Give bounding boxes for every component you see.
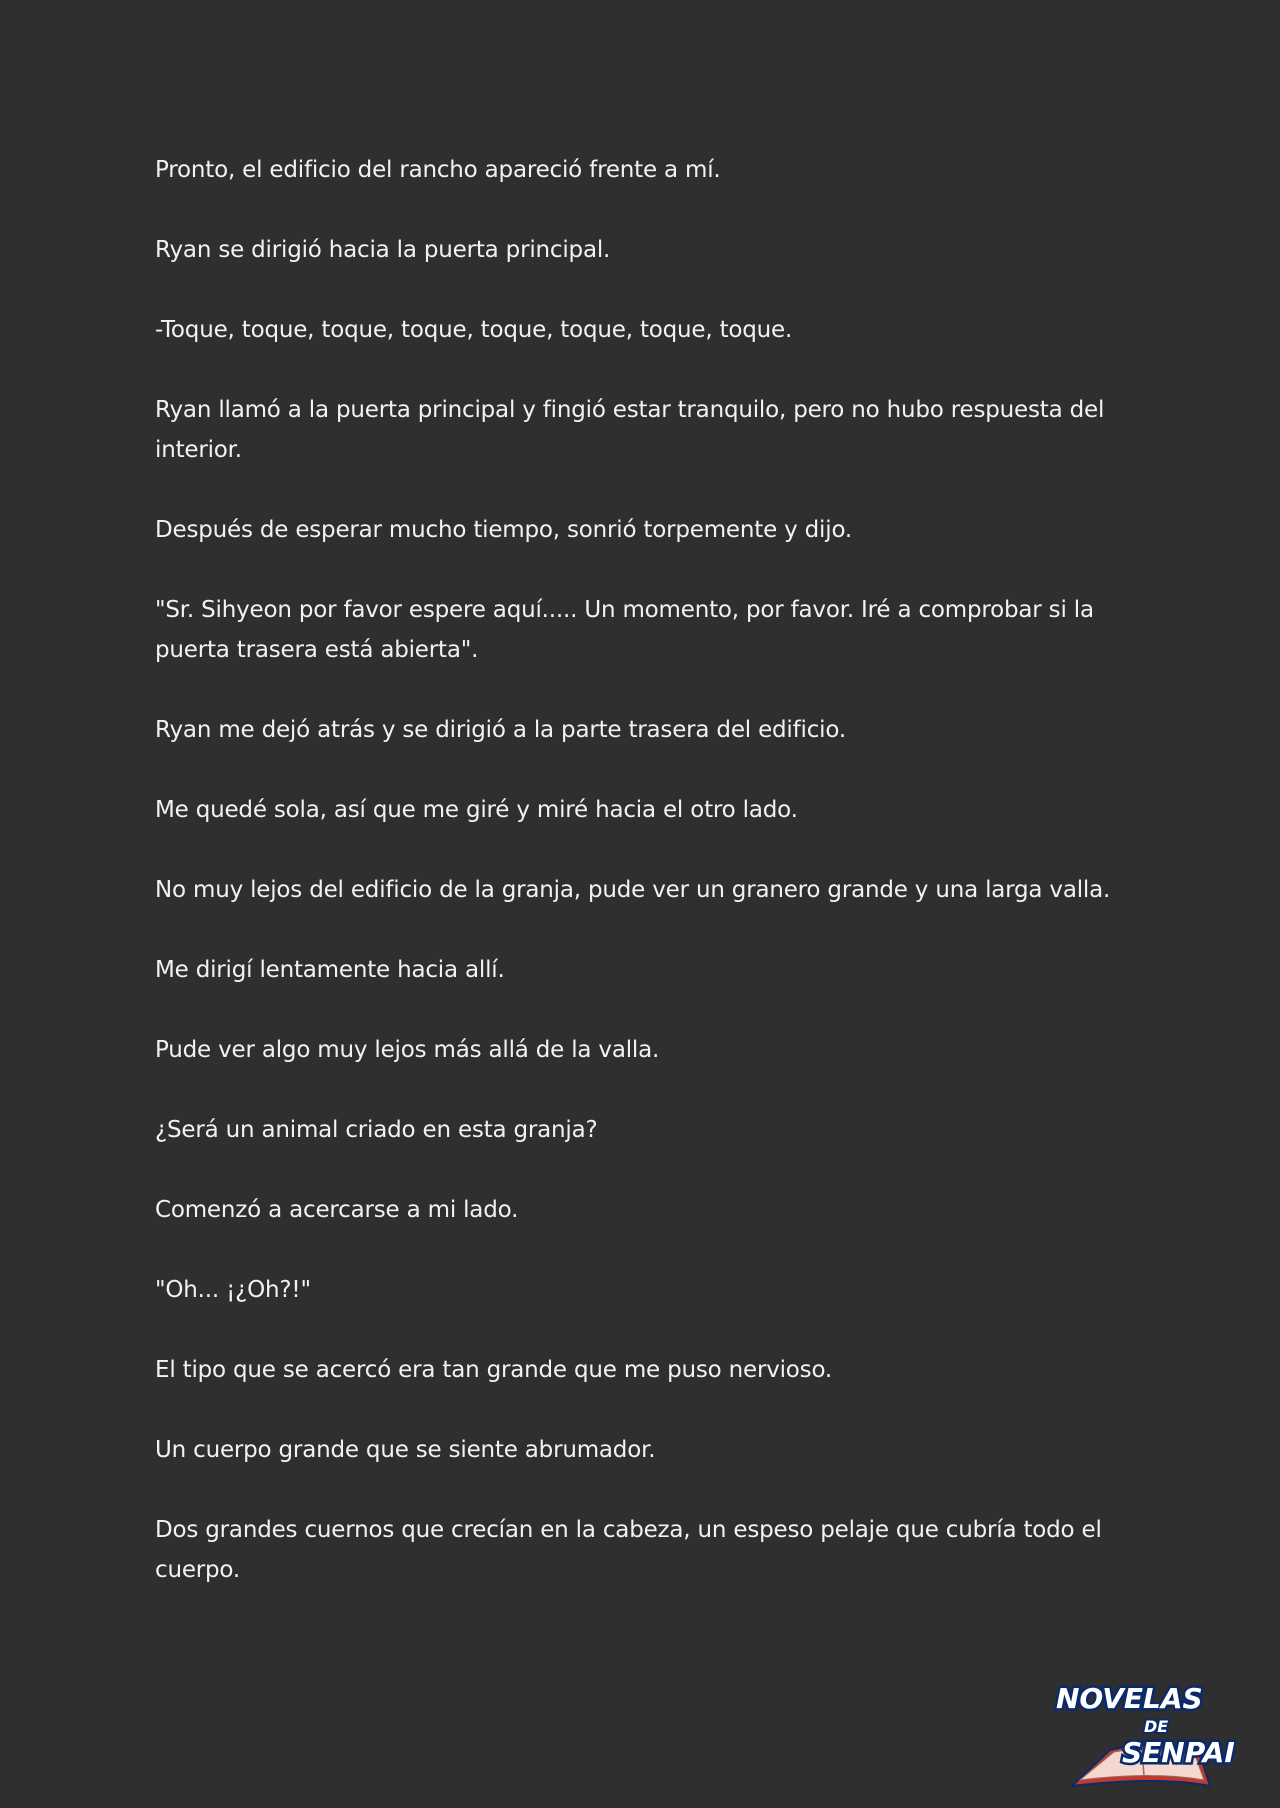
logo-line-senpai: SENPAI (1122, 1736, 1235, 1769)
paragraph: Pronto, el edificio del rancho apareció frente a mí. (155, 157, 721, 183)
paragraph: -Toque, toque, toque, toque, toque, toque, toque, toque. (155, 317, 793, 343)
paragraph: Me quedé sola, así que me giré y miré hacia el otro lado. (155, 797, 798, 823)
paragraph: Me dirigí lentamente hacia allí. (155, 957, 505, 983)
paragraph: "Sr. Sihyeon por favor espere aquí..... Un momento, por favor. Iré a comprobar si la puerta trasera está abierta". (155, 597, 1094, 663)
chapter-text (155, 150, 1145, 1630)
paragraph: Un cuerpo grande que se siente abrumador. (155, 1437, 656, 1463)
paragraph: Pude ver algo muy lejos más allá de la valla. (155, 1037, 660, 1063)
paragraph: Ryan se dirigió hacia la puerta principal. (155, 237, 611, 263)
paragraph: "Oh... ¡¿Oh?!" (155, 1277, 311, 1303)
paragraph: Ryan me dejó atrás y se dirigió a la parte trasera del edificio. (155, 717, 846, 743)
novelas-de-senpai-logo (1050, 1668, 1250, 1798)
paragraph: No muy lejos del edificio de la granja, pude ver un granero grande y una larga valla. (155, 877, 1111, 903)
paragraph: Dos grandes cuernos que crecían en la cabeza, un espeso pelaje que cubría todo el cuerpo. (155, 1517, 1102, 1583)
logo-line-novelas: NOVELAS (1056, 1682, 1203, 1715)
open-book-icon (1050, 1668, 1250, 1798)
paragraph: ¿Será un animal criado en esta granja? (155, 1117, 598, 1143)
logo-line-de: DE (1144, 1717, 1169, 1736)
paragraph: Después de esperar mucho tiempo, sonrió torpemente y dijo. (155, 517, 853, 543)
paragraph: El tipo que se acercó era tan grande que me puso nervioso. (155, 1357, 833, 1383)
paragraph: Ryan llamó a la puerta principal y fingió estar tranquilo, pero no hubo respuesta del interior. (155, 397, 1105, 463)
paragraph: Comenzó a acercarse a mi lado. (155, 1197, 519, 1223)
